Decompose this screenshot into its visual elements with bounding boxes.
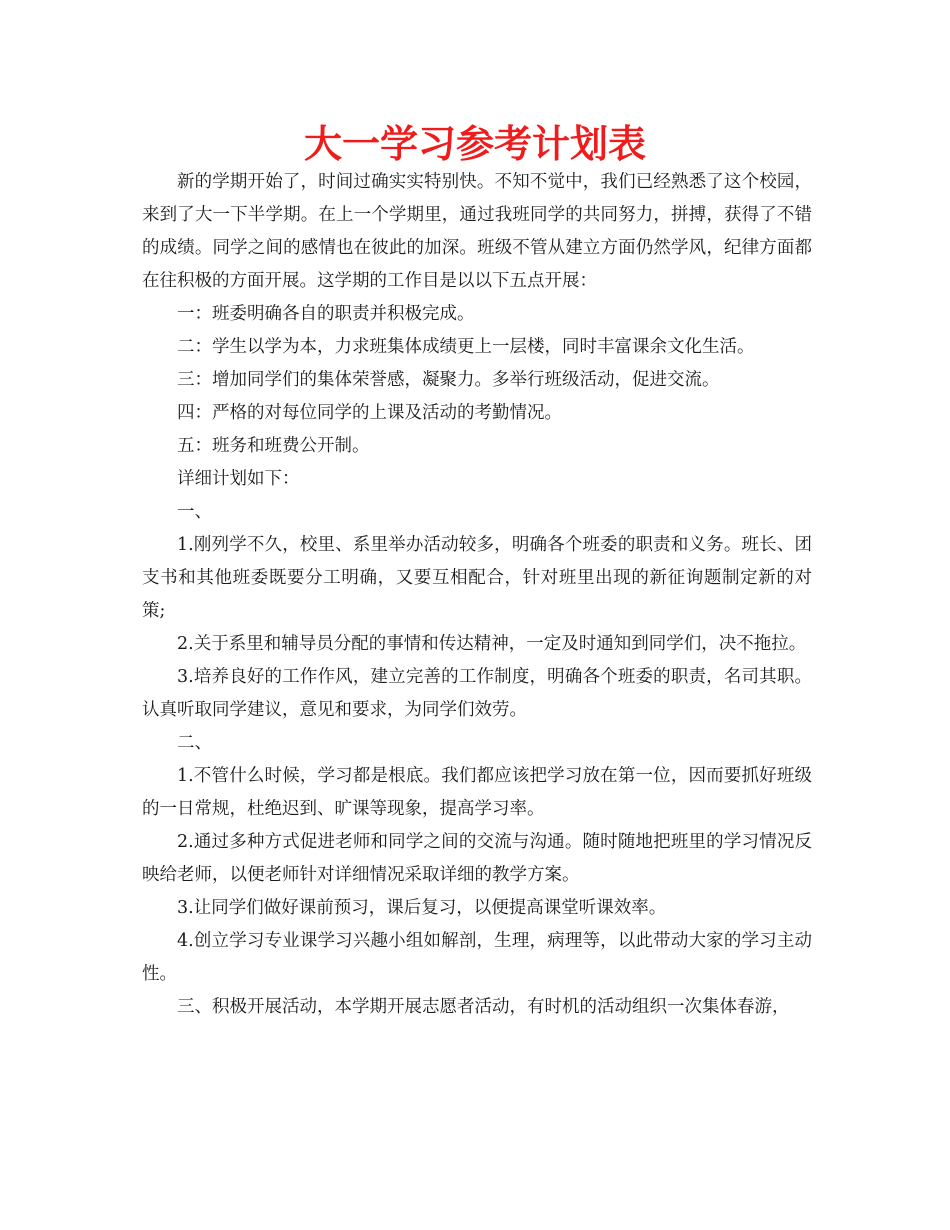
section-2-heading: 二、	[177, 733, 212, 753]
section-1-item-1: 1.刚列学不久，校里、系里举办活动较多，明确各个班委的职责和义务。班长、团支书和其他班委既要分工明确，又要互相配合，针对班里出现的新征询题制定新的对策;	[142, 535, 812, 621]
intro-paragraph: 新的学期开始了，时间过确实实特别快。不知不觉中，我们已经熟悉了这个校园，来到了大一下半学期。在上一个学期里，通过我班同学的共同努力，拼搏，获得了不错的成绩。同学之间的感情也在彼此的加深。班级不管从建立方面仍然学风，纪律方面都在往积极的方面开展。这学期的工作目是以以下五点开展：	[142, 172, 812, 291]
section-2-item-3: 3.让同学们做好课前预习，课后复习，以便提高课堂听课效率。	[177, 898, 667, 918]
section-1-heading: 一、	[177, 502, 212, 522]
document-title: 大一学习参考计划表	[303, 122, 646, 166]
goal-item-4: 四：严格的对每位同学的上课及活动的考勤情况。	[177, 403, 562, 423]
goal-item-3: 三：增加同学们的集体荣誉感，凝聚力。多举行班级活动，促进交流。	[177, 370, 720, 390]
goal-item-5: 五：班务和班费公开制。	[177, 436, 370, 456]
section-1-item-3: 3.培养良好的工作作风，建立完善的工作制度，明确各个班委的职责，名司其职。认真听取同学建议，意见和要求，为同学们效劳。	[142, 667, 812, 720]
section-1-item-2: 2.关于系里和辅导员分配的事情和传达精神，一定及时通知到同学们，决不拖拉。	[177, 634, 807, 654]
goal-item-2: 二：学生以学为本，力求班集体成绩更上一层楼，同时丰富课余文化生活。	[177, 337, 755, 357]
section-2-item-2: 2.通过多种方式促进老师和同学之间的交流与沟通。随时随地把班里的学习情况反映给老师，以便老师针对详细情况采取详细的教学方案。	[142, 832, 812, 885]
section-3-paragraph: 三、积极开展活动，本学期开展志愿者活动，有时机的活动组织一次集体春游，	[177, 997, 790, 1017]
section-2-item-4: 4.创立学习专业课学习兴趣小组如解剖，生理，病理等，以此带动大家的学习主动性。	[142, 931, 812, 984]
goal-item-1: 一：班委明确各自的职责并积极完成。	[177, 304, 475, 324]
section-2-item-1: 1.不管什么时候，学习都是根底。我们都应该把学习放在第一位，因而要抓好班级的一日常规，杜绝迟到、旷课等现象，提高学习率。	[142, 766, 812, 819]
detail-plan-heading: 详细计划如下：	[177, 469, 300, 489]
document-body	[142, 166, 812, 1024]
